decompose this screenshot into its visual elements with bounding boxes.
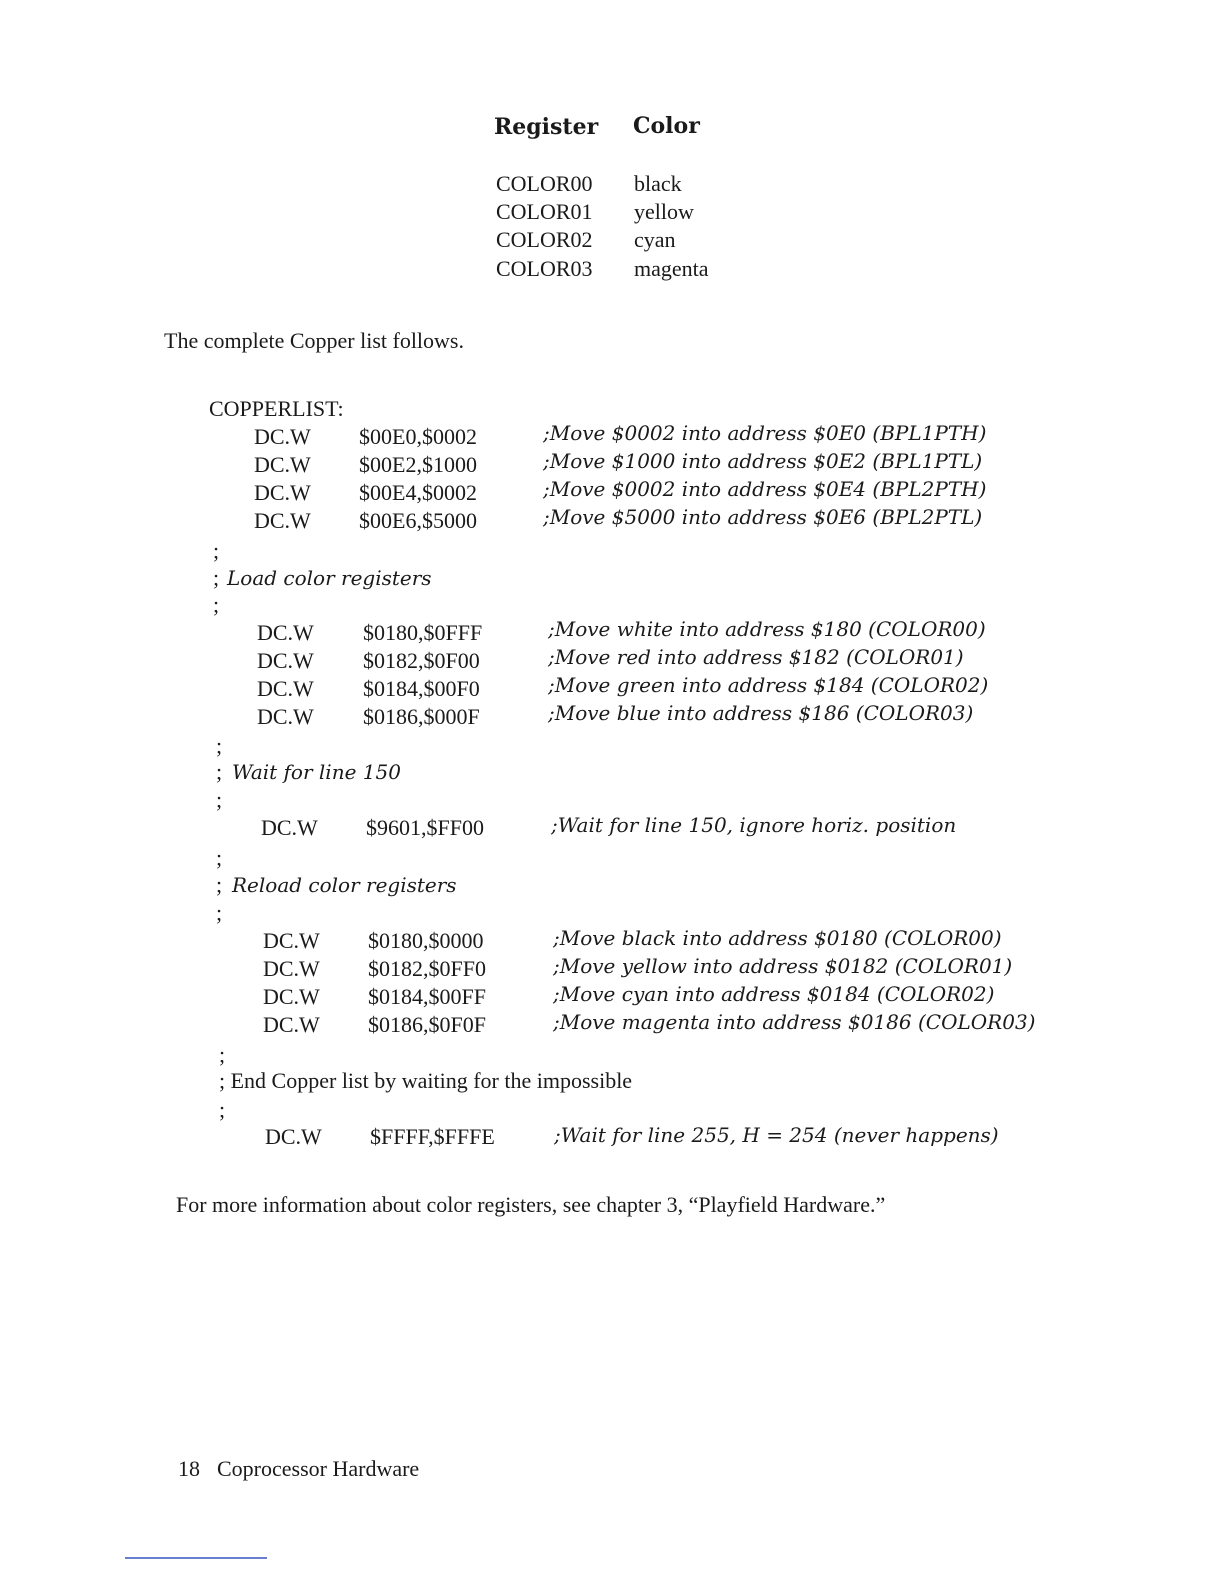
code-op: DC.W xyxy=(263,1012,320,1037)
code-args: $0180,$0000 xyxy=(368,928,484,953)
header-register: Register xyxy=(494,114,599,140)
code-comment: ;Move cyan into address $0184 (COLOR02) xyxy=(553,982,995,1006)
code-args: $0186,$000F xyxy=(363,704,480,729)
comment-semicolon: ; xyxy=(213,538,220,563)
table-cell-register: COLOR00 xyxy=(496,171,593,196)
code-op: DC.W xyxy=(265,1124,322,1149)
comment-semicolon: ; xyxy=(216,900,223,925)
comment-semicolon: ; xyxy=(216,845,223,870)
code-op: DC.W xyxy=(254,480,311,505)
code-comment: ;Move $0002 into address $0E4 (BPL2PTH) xyxy=(543,477,987,501)
comment-semicolon: ; xyxy=(216,733,223,758)
code-op: DC.W xyxy=(257,676,314,701)
code-op: DC.W xyxy=(261,815,318,840)
table-cell-color: cyan xyxy=(634,227,676,252)
section-title: Wait for line 150 xyxy=(232,760,401,784)
section-prefix: ; xyxy=(216,759,223,784)
code-comment: ;Move white into address $180 (COLOR00) xyxy=(548,617,986,641)
closing-paragraph: For more information about color registers, see chapter 3, “Playfield Hardware.” xyxy=(176,1192,886,1217)
code-args: $0186,$0F0F xyxy=(368,1012,486,1037)
listing-label: COPPERLIST: xyxy=(209,396,344,421)
code-args: $0182,$0FF0 xyxy=(368,956,486,981)
code-args: $0184,$00FF xyxy=(368,984,486,1009)
code-comment: ;Move black into address $0180 (COLOR00) xyxy=(553,926,1002,950)
code-op: DC.W xyxy=(257,704,314,729)
page-number: 18 xyxy=(178,1456,200,1481)
code-op: DC.W xyxy=(254,508,311,533)
code-args: $0180,$0FFF xyxy=(363,620,483,645)
comment-semicolon: ; xyxy=(219,1097,226,1122)
code-comment: ;Move red into address $182 (COLOR01) xyxy=(548,645,964,669)
code-args: $00E4,$0002 xyxy=(359,480,477,505)
code-args: $00E6,$5000 xyxy=(359,508,477,533)
table-cell-register: COLOR02 xyxy=(496,227,593,252)
code-comment: ;Move $1000 into address $0E2 (BPL1PTL) xyxy=(543,449,983,473)
header-color: Color xyxy=(633,113,700,139)
code-op: DC.W xyxy=(263,984,320,1009)
code-op: DC.W xyxy=(257,648,314,673)
section-prefix: ; xyxy=(213,565,220,590)
code-comment: ;Move $5000 into address $0E6 (BPL2PTL) xyxy=(543,505,983,529)
code-args: $9601,$FF00 xyxy=(366,815,484,840)
code-comment: ;Move blue into address $186 (COLOR03) xyxy=(548,701,974,725)
code-comment: ;Wait for line 255, H = 254 (never happens) xyxy=(554,1123,999,1147)
comment-semicolon: ; xyxy=(219,1042,226,1067)
table-cell-register: COLOR01 xyxy=(496,199,593,224)
code-args: $00E2,$1000 xyxy=(359,452,477,477)
code-op: DC.W xyxy=(257,620,314,645)
code-args: $0182,$0F00 xyxy=(363,648,480,673)
intro-paragraph: The complete Copper list follows. xyxy=(164,328,464,353)
code-args: $00E0,$0002 xyxy=(359,424,477,449)
bottom-rule xyxy=(125,1557,267,1559)
code-op: DC.W xyxy=(254,424,311,449)
table-cell-color: yellow xyxy=(634,199,694,224)
section-title: Load color registers xyxy=(227,566,432,590)
section-prefix: ; xyxy=(216,872,223,897)
section-title: Reload color registers xyxy=(232,873,457,897)
code-comment: ;Move magenta into address $0186 (COLOR03) xyxy=(553,1010,1036,1034)
comment-semicolon: ; xyxy=(216,787,223,812)
chapter-title: Coprocessor Hardware xyxy=(217,1456,420,1481)
code-comment: ;Move green into address $184 (COLOR02) xyxy=(548,673,989,697)
table-cell-register: COLOR03 xyxy=(496,256,593,281)
table-cell-color: magenta xyxy=(634,256,709,281)
section-title: ; End Copper list by waiting for the impossible xyxy=(219,1068,633,1093)
code-op: DC.W xyxy=(254,452,311,477)
table-cell-color: black xyxy=(634,171,682,196)
code-op: DC.W xyxy=(263,956,320,981)
code-comment: ;Move yellow into address $0182 (COLOR01) xyxy=(553,954,1013,978)
comment-semicolon: ; xyxy=(213,592,220,617)
code-comment: ;Wait for line 150, ignore horiz. position xyxy=(551,813,957,837)
code-op: DC.W xyxy=(263,928,320,953)
code-args: $0184,$00F0 xyxy=(363,676,480,701)
code-args: $FFFF,$FFFE xyxy=(370,1124,495,1149)
code-comment: ;Move $0002 into address $0E0 (BPL1PTH) xyxy=(543,421,987,445)
